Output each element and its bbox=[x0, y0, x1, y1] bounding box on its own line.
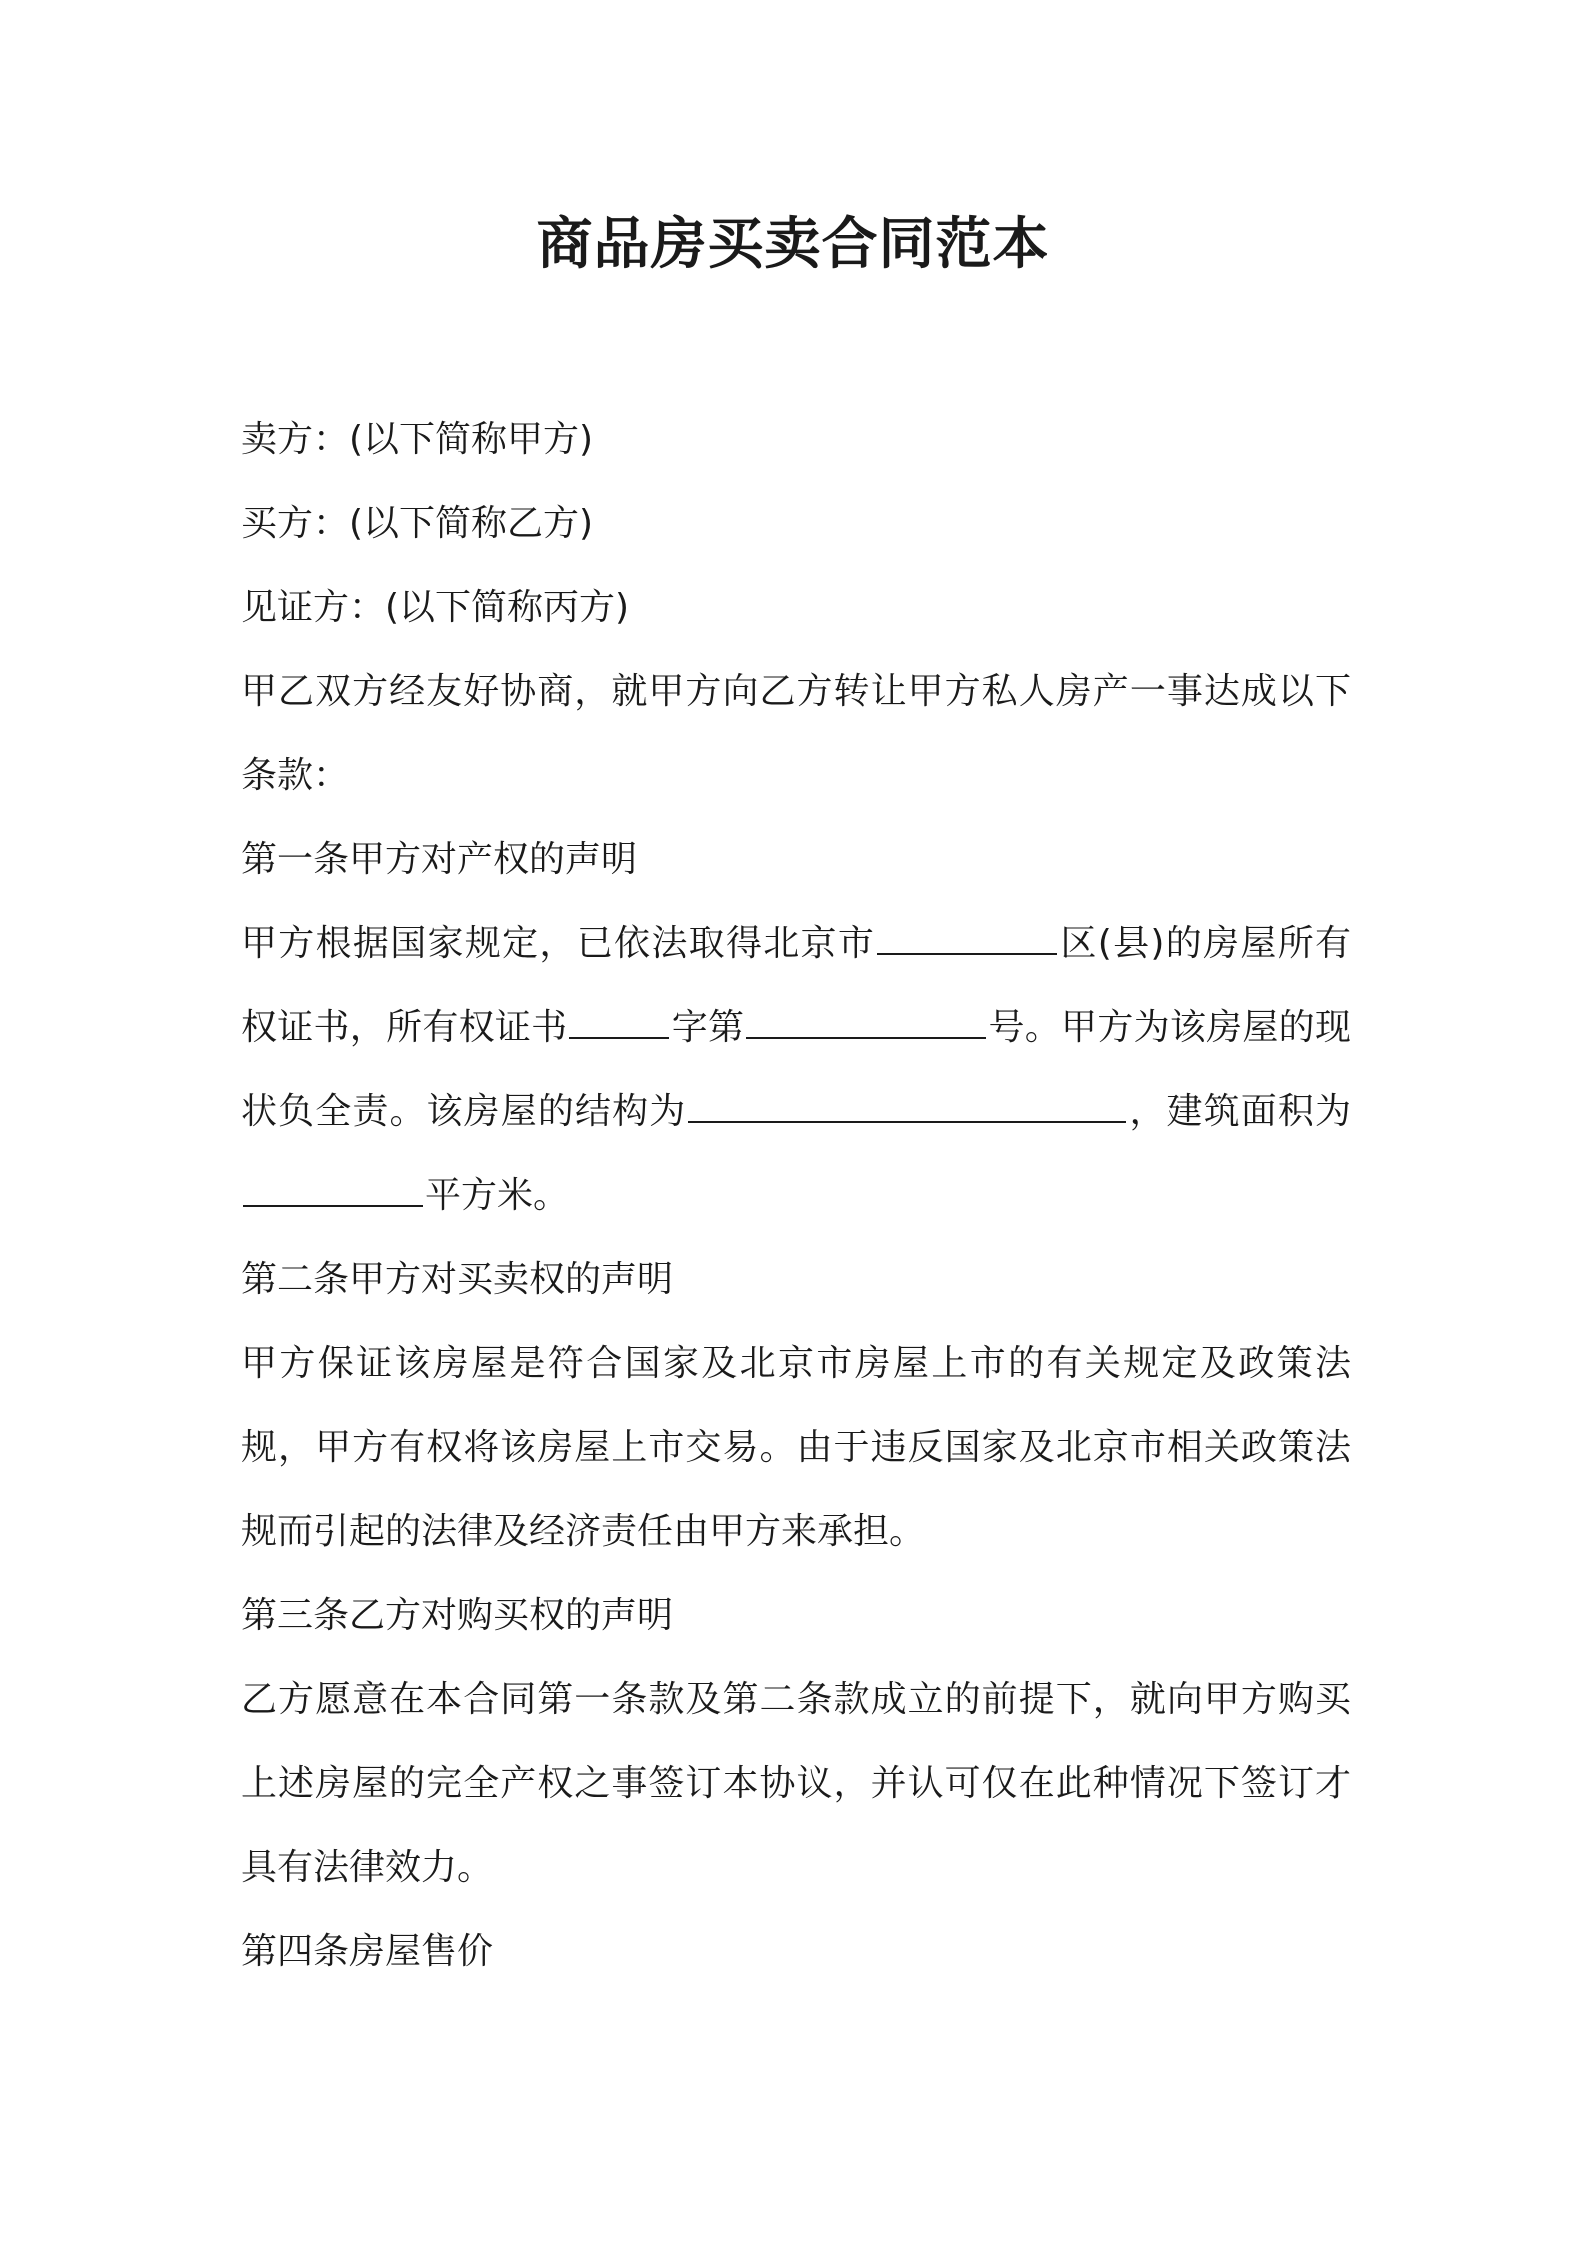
seller-line: 卖方：(以下简称甲方) bbox=[241, 419, 594, 460]
buyer-line: 买方：(以下简称乙方) bbox=[241, 503, 594, 544]
article-4-heading: 第四条房屋售价 bbox=[241, 1931, 494, 1972]
article-1-text-a: 甲方根据国家规定，已依法取得北京市 bbox=[241, 923, 876, 964]
certificate-number-blank[interactable] bbox=[746, 1009, 986, 1039]
article-1-text-d: 号。甲方为该房屋的现状负全责。该房屋的结构为 bbox=[241, 1007, 1351, 1132]
article-1-heading: 第一条甲方对产权的声明 bbox=[241, 839, 638, 880]
article-1-paragraph bbox=[241, 902, 1351, 1238]
document-body bbox=[241, 398, 1351, 1994]
certificate-prefix-blank[interactable] bbox=[569, 1009, 669, 1039]
structure-blank[interactable] bbox=[688, 1093, 1126, 1123]
article-2-heading: 第二条甲方对买卖权的声明 bbox=[241, 1259, 674, 1300]
article-1-text-c: 字第 bbox=[671, 1007, 745, 1048]
article-1-text-b: 区(县)的房屋所有权证书，所有权证书 bbox=[241, 923, 1351, 1048]
article-1-text-e: ，建筑面积为 bbox=[1128, 1091, 1351, 1132]
intro-paragraph: 甲乙双方经友好协商，就甲方向乙方转让甲方私人房产一事达成以下条款： bbox=[241, 671, 1351, 796]
article-1-text-f: 平方米。 bbox=[425, 1175, 570, 1216]
district-blank[interactable] bbox=[877, 925, 1057, 955]
article-3-heading: 第三条乙方对购买权的声明 bbox=[241, 1595, 674, 1636]
article-3-paragraph: 乙方愿意在本合同第一条款及第二条款成立的前提下，就向甲方购买上述房屋的完全产权之事签订本协议，并认可仅在此种情况下签订才具有法律效力。 bbox=[241, 1679, 1351, 1888]
document-title: 商品房买卖合同范本 bbox=[536, 212, 1050, 277]
article-2-paragraph: 甲方保证该房屋是符合国家及北京市房屋上市的有关规定及政策法规，甲方有权将该房屋上市交易。由于违反国家及北京市相关政策法规而引起的法律及经济责任由甲方来承担。 bbox=[241, 1343, 1351, 1552]
area-blank[interactable] bbox=[243, 1177, 423, 1207]
witness-line: 见证方：(以下简称丙方) bbox=[241, 587, 630, 628]
